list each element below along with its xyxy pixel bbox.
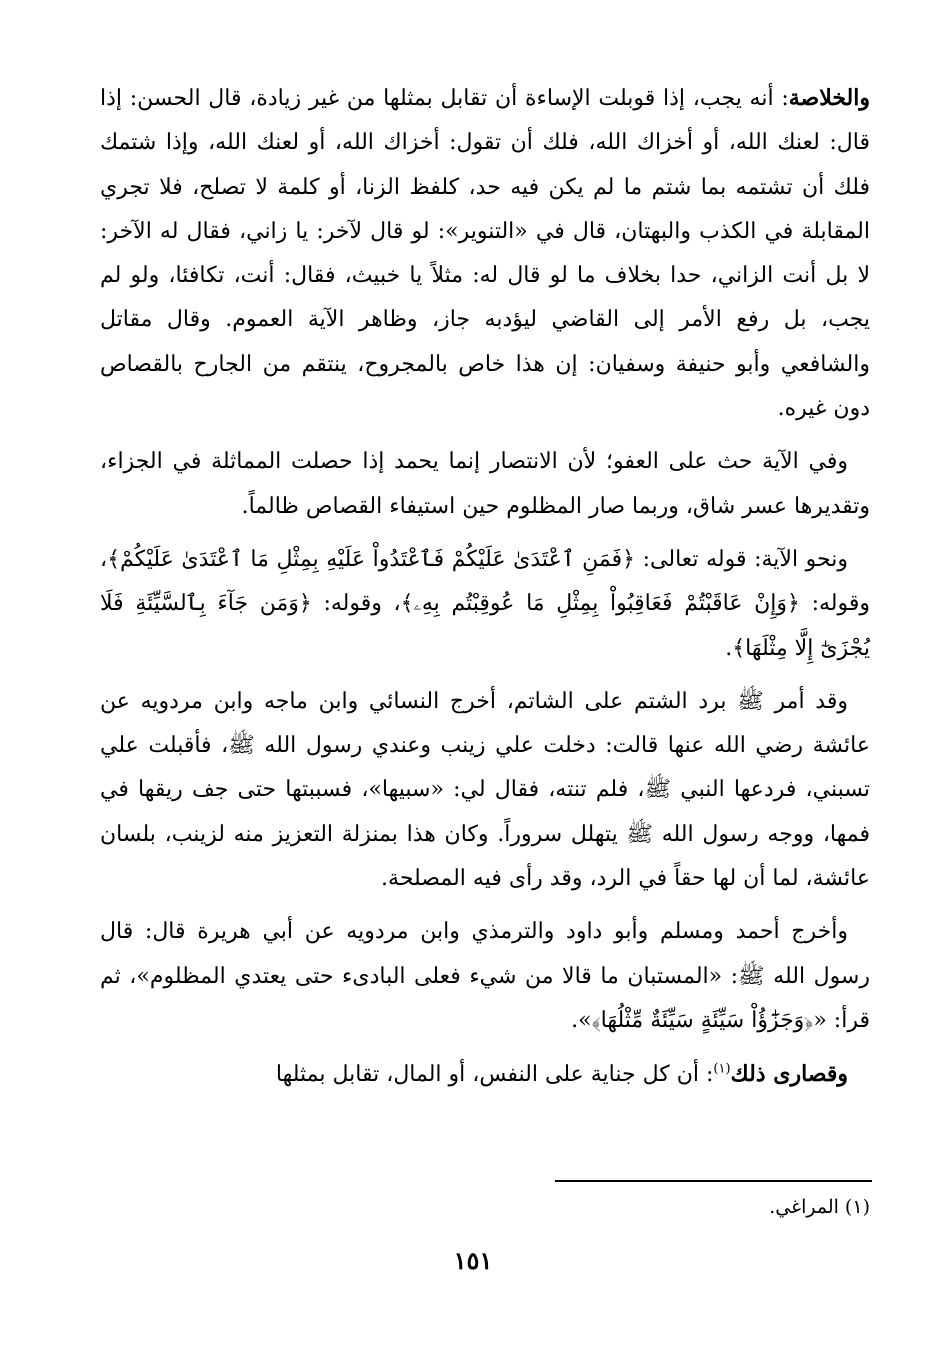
paragraph-similar-verses bbox=[100, 538, 870, 671]
paragraph-hadith-abu-hurayra bbox=[100, 910, 870, 1043]
paragraph-conclusion bbox=[100, 1052, 870, 1097]
footnote: (١) المراغي. bbox=[769, 1196, 870, 1218]
paragraph-hadith-aisha bbox=[100, 680, 870, 901]
paragraph-text: : أنه يجب، إذا قوبلت الإساءة أن تقابل بمثلها من غير زيادة، قال الحسن: إذا قال: لعنك الله، أو أخزاك الله، فلك أن تقول: أخزاك الله، أو لعنك الله، وإذا شتمك فلك أن تشتمه بما شتم ما لم يكن فيه حد، كلفظ الزنا، أو كلمة لا تصلح، فلا تجري المقابلة في الكذب والبهتان، قال في «التنوير»: لو قال لآخر: يا زاني، فقال له الآخر: لا بل أنت الزاني، حدا بخلاف ما لو قال له: مثلاً يا خبيث، فقال: أنت، تكافئا، ولو لم يجب، بل رفع الأمر إلى القاضي ليؤدبه جاز، وظاهر الآية العموم. وقال مقاتل والشافعي وأبو حنيفة وسفيان: إن هذا خاص بالمجروح، ينتقم من الجارح بالقصاص دون غيره. bbox=[100, 86, 870, 422]
main-text bbox=[100, 76, 870, 1098]
page-number: ١٥١ bbox=[453, 1246, 493, 1275]
paragraph-lead: وقصارى ذلك bbox=[730, 1061, 848, 1088]
paragraph-text: وأخرج أحمد ومسلم وأبو داود والترمذي وابن مردويه عن أبي هريرة قال: قال رسول الله ﷺ: «المستبان ما قالا من شيء فعلى البادىء حتى يعتدي المظلوم»، ثم قرأ: «﴿وَجَزَٰٓؤُاْ سَيِّئَةٍ سَيِّئَةٌ مِّثْلُهَا﴾». bbox=[100, 919, 870, 1033]
paragraph-text: ونحو الآية: قوله تعالى: ﴿فَمَنِ ٱعْتَدَىٰ عَلَيْكُمْ فَٱعْتَدُواْ عَلَيْهِ بِمِثْلِ مَا ٱعْتَدَىٰ عَلَيْكُمْ﴾، وقوله: ﴿وَإِنْ عَاقَبْتُمْ فَعَاقِبُواْ بِمِثْلِ مَا عُوقِبْتُم بِهِۦ﴾، وقوله: ﴿وَمَن جَآءَ بِٱلسَّيِّئَةِ فَلَا يُجْزَىٰٓ إِلَّا مِثْلَهَا﴾. bbox=[100, 546, 870, 661]
paragraph-text: : أن كل جناية على النفس، أو المال، تقابل بمثلها bbox=[275, 1062, 714, 1088]
paragraph-text: وفي الآية حث على العفو؛ لأن الانتصار إنما يحمد إذا حصلت المماثلة في الجزاء، وتقديرها عسر شاق، وربما صار المظلوم حين استيفاء القصاص ظالماً. bbox=[100, 449, 870, 519]
paragraph-summary bbox=[100, 76, 870, 431]
paragraph-forgiveness bbox=[100, 440, 870, 529]
footnote-divider bbox=[555, 1180, 872, 1182]
paragraph-text: وقد أمر ﷺ برد الشتم على الشاتم، أخرج النسائي وابن ماجه وابن مردويه عن عائشة رضي الله عنها قالت: دخلت علي زينب وعندي رسول الله ﷺ، فأقبلت علي تسبني، فردعها النبي ﷺ، فلم تنته، فقال لي: «سبيها»، فسببتها حتى جف ريقها في فمها، ووجه رسول الله ﷺ يتهلل سروراً. وكان هذا بمنزلة التعزيز منه لزينب، بلسان عائشة، لما أن لها حقاً في الرد، وقد رأى فيه المصلحة. bbox=[100, 688, 870, 892]
footnote-reference: (١) bbox=[713, 1061, 731, 1077]
paragraph-lead: والخلاصة bbox=[788, 85, 870, 111]
